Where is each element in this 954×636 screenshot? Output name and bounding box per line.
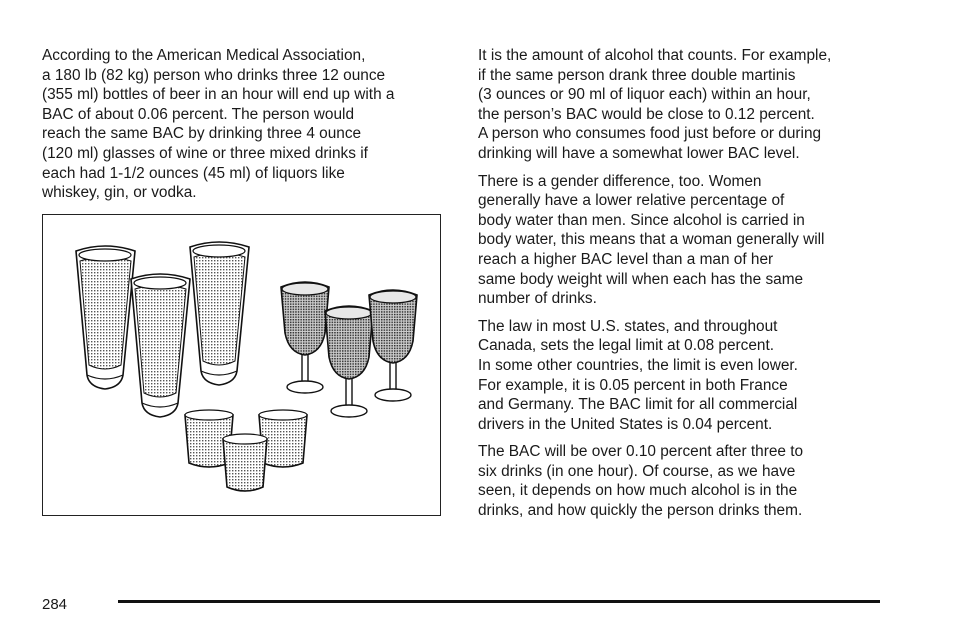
drinks-illustration: [42, 214, 441, 516]
right-column: [478, 46, 898, 529]
left-column: [42, 46, 452, 211]
page-number: 284: [42, 596, 68, 613]
paragraph: According to the American Medical Association, a 180 lb (82 kg) person who drinks three 12 ounce (355 ml) bottles of beer in an hour will end up with a BAC of about 0.06 percent. The person would reach the same BAC by drinking three 4 ounce (120 ml) glasses of wine or three mixed drinks if each had 1-1/2 ounces (45 ml) of liquors like whiskey, gin, or vodka.: [42, 47, 395, 202]
drinks-illustration-svg: [43, 215, 442, 517]
shot-glass-icon: [223, 434, 267, 491]
paragraph: The law in most U.S. states, and throughout Canada, sets the legal limit at 0.08 percent. In some other countries, the limit is even lower. For example, it is 0.05 percent in both France and Germany. The BAC limit for all commercial drivers in the United States is 0.04 percent.: [478, 317, 798, 433]
beer-glass-icon: [190, 242, 249, 385]
beer-glass-icon: [76, 246, 135, 389]
wine-glass-icon: [281, 282, 329, 393]
wine-glass-icon: [325, 306, 373, 417]
paragraph: There is a gender difference, too. Women generally have a lower relative percentage of body water than men. Since alcohol is carried in body water, this means that a woman generally will reach a higher BAC level than a man of her same body weight will when each has the same number of drinks.: [478, 172, 825, 308]
footer-rule: [118, 600, 880, 603]
beer-glass-icon: [131, 274, 190, 417]
paragraph: It is the amount of alcohol that counts. For example, if the same person drank three double martinis (3 ounces or 90 ml of liquor each) within an hour, the person’s BAC would be close to 0.12 percent. A person who consumes food just before or during drinking will have a somewhat lower BAC level.: [478, 47, 832, 162]
paragraph: The BAC will be over 0.10 percent after three to six drinks (in one hour). Of course, as we have seen, it depends on how much alcohol is in the drinks, and how quickly the person drinks them.: [478, 443, 804, 520]
wine-glass-icon: [369, 290, 417, 401]
